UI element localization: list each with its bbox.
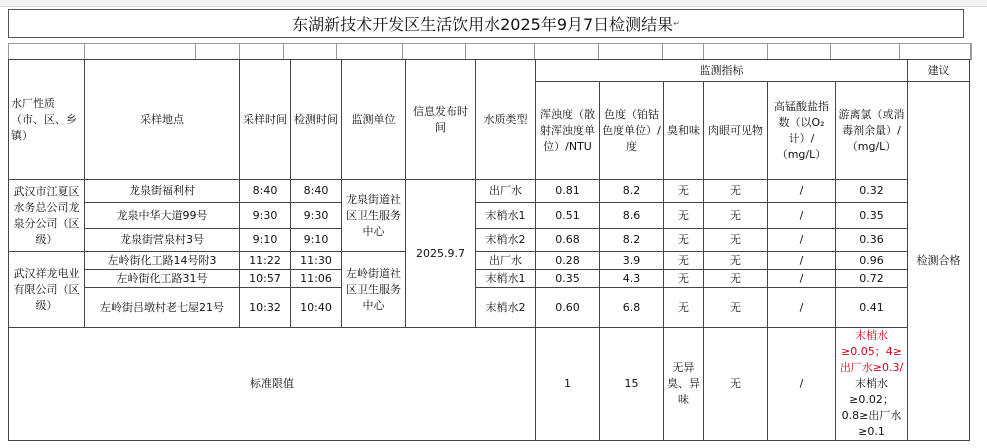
header-advice[interactable]: 建议 [908,60,970,82]
results-table [8,59,970,441]
chlorine-cell[interactable]: 0.72 [836,270,908,288]
odor-cell[interactable]: 无 [664,203,704,229]
header-sample-site[interactable]: 采样地点 [85,60,240,180]
turbidity-cell[interactable]: 0.35 [536,270,600,288]
empty-cell [466,44,535,60]
header-color[interactable]: 色度（铂钴色度单位）/度 [600,82,664,180]
site-cell[interactable]: 龙泉街福利村 [85,180,240,203]
empty-cell [768,44,831,60]
color-cell[interactable]: 8.2 [600,229,664,252]
odor-cell[interactable]: 无 [664,252,704,270]
sample-time-cell[interactable]: 11:22 [240,252,291,270]
water-type-cell[interactable]: 出厂水 [476,252,536,270]
cod-cell[interactable]: / [768,180,836,203]
header-cod[interactable]: 高锰酸盐指数（以O₂计）/（mg/L） [768,82,836,180]
chlorine-cell[interactable]: 0.36 [836,229,908,252]
site-cell[interactable]: 左岭街化工路31号 [85,270,240,288]
cod-cell[interactable]: / [768,203,836,229]
visible-cell[interactable]: 无 [704,180,768,203]
header-publish-time[interactable]: 信息发布时间 [406,60,476,180]
plant-cell[interactable]: 武汉市江夏区水务总公司龙泉分公司（区级） [9,180,85,252]
turbidity-cell[interactable]: 0.81 [536,180,600,203]
water-type-cell[interactable]: 末梢水2 [476,229,536,252]
chlorine-cell[interactable]: 0.35 [836,203,908,229]
advice-value[interactable]: 检测合格 [908,82,970,441]
limit-cod[interactable]: / [768,328,836,441]
header-chlorine[interactable]: 游离氯（或消毒剂余量）/（mg/L） [836,82,908,180]
site-cell[interactable]: 左岭街化工路14号附3 [85,252,240,270]
odor-cell[interactable]: 无 [664,270,704,288]
empty-row [8,43,972,60]
header-test-time[interactable]: 检测时间 [291,60,342,180]
turbidity-cell[interactable]: 0.60 [536,288,600,328]
visible-cell[interactable]: 无 [704,229,768,252]
empty-cell [196,44,240,60]
visible-cell[interactable]: 无 [704,252,768,270]
title-cell[interactable] [8,9,964,38]
limit-chlorine-cell[interactable] [836,328,908,441]
limit-chlorine-terminal: 末梢水≥0.05；4≥出厂水≥0.3/ [839,329,904,374]
sample-time-cell[interactable]: 10:57 [240,270,291,288]
sample-time-cell[interactable]: 8:40 [240,180,291,203]
color-cell[interactable]: 3.9 [600,252,664,270]
header-sample-time[interactable]: 采样时间 [240,60,291,180]
empty-cell [284,44,337,60]
header-plant-type[interactable]: 水厂性质（市、区、乡镇） [9,60,85,180]
turbidity-cell[interactable]: 0.68 [536,229,600,252]
empty-cell [535,44,599,60]
test-time-cell[interactable]: 10:40 [291,288,342,328]
cod-cell[interactable]: / [768,229,836,252]
water-type-cell[interactable]: 末梢水1 [476,270,536,288]
table-row [9,270,970,288]
test-time-cell[interactable]: 9:30 [291,203,342,229]
table-row [9,229,970,252]
header-turbidity[interactable]: 浑浊度（散射浑浊度单位）/NTU [536,82,600,180]
empty-cell [85,44,196,60]
odor-cell[interactable]: 无 [664,288,704,328]
table-row [9,252,970,270]
site-cell[interactable]: 左岭街吕墩村老七屋21号 [85,288,240,328]
sample-time-cell[interactable]: 9:30 [240,203,291,229]
header-visible[interactable]: 肉眼可见物 [704,82,768,180]
site-cell[interactable]: 龙泉中华大道99号 [85,203,240,229]
water-type-cell[interactable]: 末梢水2 [476,288,536,328]
limit-color[interactable]: 15 [600,328,664,441]
header-water-type[interactable]: 水质类型 [476,60,536,180]
color-cell[interactable]: 8.6 [600,203,664,229]
color-cell[interactable]: 6.8 [600,288,664,328]
empty-cell [599,44,663,60]
limit-visible[interactable]: 无 [704,328,768,441]
empty-cell [337,44,403,60]
color-cell[interactable]: 4.3 [600,270,664,288]
cod-cell[interactable]: / [768,270,836,288]
limit-label[interactable]: 标准限值 [9,328,536,441]
cod-cell[interactable]: / [768,252,836,270]
turbidity-cell[interactable]: 0.28 [536,252,600,270]
visible-cell[interactable]: 无 [704,288,768,328]
table-row [9,288,970,328]
empty-cell [900,44,971,60]
header-indicators[interactable]: 监测指标 [536,60,908,82]
limit-row [9,328,970,441]
test-time-cell[interactable]: 9:10 [291,229,342,252]
unit-cell[interactable]: 龙泉街道社区卫生服务中心 [342,180,406,252]
header-odor[interactable]: 臭和味 [664,82,704,180]
sample-time-cell[interactable]: 10:32 [240,288,291,328]
water-type-cell[interactable]: 出厂水 [476,180,536,203]
empty-cell [403,44,466,60]
test-time-cell[interactable]: 8:40 [291,180,342,203]
empty-cell [704,44,768,60]
plant-cell[interactable]: 武汉祥龙电业有限公司（区级） [9,252,85,328]
turbidity-cell[interactable]: 0.51 [536,203,600,229]
visible-cell[interactable]: 无 [704,270,768,288]
cod-cell[interactable]: / [768,288,836,328]
empty-cell [9,44,85,60]
test-time-cell[interactable]: 11:30 [291,252,342,270]
site-cell[interactable]: 龙泉街营泉村3号 [85,229,240,252]
empty-cell [240,44,284,60]
empty-cell [663,44,704,60]
table-row [9,180,970,203]
color-cell[interactable]: 8.2 [600,180,664,203]
chlorine-cell[interactable]: 0.41 [836,288,908,328]
empty-cell [831,44,900,60]
header-monitor-unit[interactable]: 监测单位 [342,60,406,180]
table-row [9,203,970,229]
limit-turbidity[interactable]: 1 [536,328,600,441]
chlorine-cell[interactable]: 0.32 [836,180,908,203]
paragraph-mark-icon: ↵ [673,19,680,28]
limit-chlorine-plant: 末梢水≥0.02；0.8≥出厂水≥0.1 [841,377,902,438]
odor-cell[interactable]: 无 [664,229,704,252]
publish-date-cell[interactable]: 2025.9.7 [406,180,476,328]
unit-cell[interactable]: 左岭街道社区卫生服务中心 [342,252,406,328]
chlorine-cell[interactable]: 0.96 [836,252,908,270]
limit-odor[interactable]: 无异臭、异味 [664,328,704,441]
sample-time-cell[interactable]: 9:10 [240,229,291,252]
visible-cell[interactable]: 无 [704,203,768,229]
water-type-cell[interactable]: 末梢水1 [476,203,536,229]
odor-cell[interactable]: 无 [664,180,704,203]
page-title: 东湖新技术开发区生活饮用水2025年9月7日检测结果 [292,15,674,34]
test-time-cell[interactable]: 11:06 [291,270,342,288]
ruler-bar [0,0,987,7]
